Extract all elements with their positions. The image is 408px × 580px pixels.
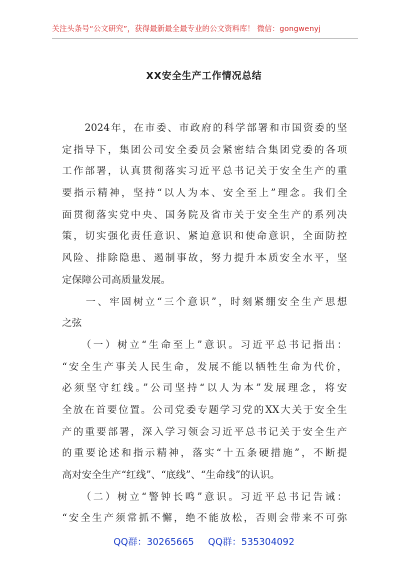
body-line: 要指示精神，坚持“以人为本、安全至上”理念。我们全 (62, 188, 347, 200)
body-line: 定保障公司高质量发展。 (62, 274, 171, 286)
footer-contact (0, 534, 408, 548)
body-line: 产的重要部署，深入学习领会习近平总书记关于安全生产 (62, 426, 347, 438)
body-line: 必须坚守红线。”公司坚持“以人为本”发展理念，将安 (62, 383, 347, 395)
body-line: “安全生产事关人民生命，发展不能以牺牲生命为代价， (62, 361, 347, 373)
header-notice: 关注头条号“公文研究”，获得最新最全最专业的公文资料库！ 微信：gongwenyj (52, 24, 321, 33)
footer-qq-group-2: QQ群：535304092 (208, 537, 295, 548)
body-line: 2024年，在市委、市政府的科学部署和市国资委的坚 (62, 123, 347, 134)
body-line: 风险、排除隐患、遏制事故，努力提升本质安全水平，坚 (62, 253, 347, 265)
body-line: （二）树立“警钟长鸣”意识。习近平总书记告诫： (62, 491, 347, 503)
body-line: “安全生产须常抓不懈，绝不能放松，否则会带来不可弥 (62, 513, 347, 525)
body-line: （一）树立“生命至上”意识。习近平总书记指出： (62, 339, 347, 351)
body-line: 高对安全生产“红线”、“底线”、“生命线”的认识。 (62, 470, 280, 481)
document-body (62, 118, 347, 530)
body-line: 全放在首要位置。公司党委专题学习党的XX大关于安全生 (62, 404, 347, 416)
body-line: 一、牢固树立“三个意识”，时刻紧绷安全生产思想 (62, 296, 347, 308)
body-line: 的重要论述和指示精神，落实“十五条硬措施”，不断提 (62, 448, 347, 460)
footer-qq-group-1: QQ群：30265665 (113, 537, 195, 548)
header-divider (52, 38, 358, 39)
body-line: 定指导下，集团公司安全委员会紧密结合集团党委的各项 (62, 144, 347, 156)
body-line: 之弦 (62, 318, 82, 330)
body-line: 策，切实强化责任意识、紧迫意识和使命意识，全面防控 (62, 231, 347, 243)
body-line: 面贯彻落实党中央、国务院及省市关于安全生产的系列决 (62, 209, 347, 221)
body-line: 工作部署，认真贯彻落实习近平总书记关于安全生产的重 (62, 166, 347, 178)
document-title: XX安全生产工作情况总结 (146, 71, 262, 82)
